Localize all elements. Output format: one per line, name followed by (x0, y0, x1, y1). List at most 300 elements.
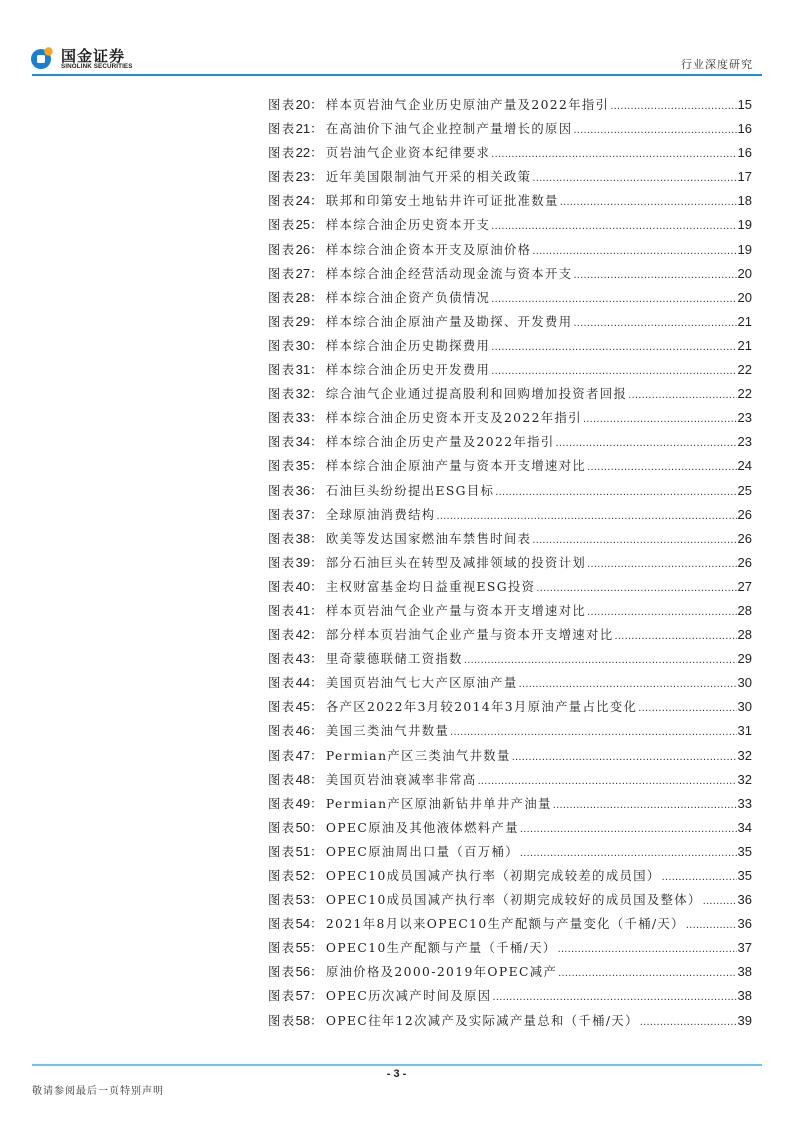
figure-prefix: 图表 (268, 507, 296, 522)
figure-prefix: 图表 (268, 531, 296, 546)
leader-dots (491, 365, 736, 377)
toc-entry-figure-40[interactable] (268, 577, 752, 601)
figure-number: 27 (295, 265, 311, 281)
figure-colon: ： (310, 122, 324, 137)
figure-label (268, 408, 324, 426)
toc-entry-figure-45[interactable] (268, 697, 752, 721)
figure-number: 45 (295, 699, 311, 715)
figure-colon: ： (310, 1013, 324, 1028)
figure-prefix: 图表 (268, 98, 296, 112)
figure-colon: ： (310, 98, 324, 112)
figure-colon: ： (310, 387, 324, 402)
figure-label (268, 312, 324, 330)
page-ref[interactable]: 30 (737, 699, 752, 715)
figure-number: 25 (295, 217, 311, 233)
page-header (0, 0, 793, 80)
figure-title[interactable]: 样本综合油企原油产量与资本开支增速对比 (325, 459, 587, 474)
figure-colon: ： (310, 772, 324, 787)
figure-colon: ： (310, 724, 324, 739)
page-ref[interactable]: 28 (737, 627, 752, 643)
figure-number: 48 (295, 771, 311, 787)
toc-entry-figure-51[interactable] (268, 842, 752, 866)
toc-entry-figure-36[interactable] (268, 481, 752, 505)
figure-prefix: 图表 (268, 218, 296, 233)
figure-label (268, 191, 324, 209)
page-number: - 3 - (386, 1068, 407, 1080)
figure-number: 22 (295, 145, 311, 161)
figure-colon: ： (310, 146, 324, 161)
leader-dots (556, 437, 737, 449)
figure-prefix: 图表 (268, 676, 296, 691)
figure-number: 38 (295, 530, 311, 546)
page-ref[interactable]: 34 (737, 819, 752, 835)
figure-prefix: 图表 (268, 772, 296, 787)
toc-entry-figure-22[interactable] (268, 143, 752, 167)
figure-number: 50 (295, 819, 311, 835)
leader-dots (491, 148, 736, 160)
page-ref[interactable]: 26 (737, 554, 752, 570)
figure-title[interactable]: 在高油价下油气企业控制产量增长的原因 (325, 122, 573, 137)
figure-title[interactable]: 样本综合油企经营活动现金流与资本开支 (325, 266, 573, 281)
figure-colon: ： (310, 628, 324, 643)
figure-label (268, 697, 324, 715)
page-ref[interactable]: 29 (737, 651, 752, 667)
figure-title[interactable]: 样本综合油企原油产量及勘探、开发费用 (325, 314, 573, 329)
figure-colon: ： (310, 459, 324, 474)
figure-label (268, 962, 324, 980)
toc-entry-figure-50[interactable] (268, 818, 752, 842)
toc-entry-figure-48[interactable] (268, 770, 752, 794)
toc-entry-figure-47[interactable] (268, 746, 752, 770)
figure-title[interactable]: 主权财富基金均日益重视ESG投资 (325, 579, 536, 594)
figure-label (268, 336, 324, 354)
figure-prefix: 图表 (268, 266, 296, 281)
figure-title[interactable]: 样本综合油企历史资本开支 (325, 218, 491, 233)
toc-entry-figure-46[interactable] (268, 721, 752, 745)
figure-label (268, 649, 324, 667)
leader-dots (519, 678, 737, 690)
toc-entry-figure-54[interactable] (268, 914, 752, 938)
figure-title[interactable]: 综合油气企业通过提高股利和回购增加投资者回报 (325, 387, 628, 402)
figure-number: 39 (295, 554, 311, 570)
figure-colon: ： (310, 844, 324, 859)
page-ref[interactable]: 24 (737, 458, 752, 474)
leader-dots (491, 341, 736, 353)
figure-colon: ： (310, 194, 324, 209)
figure-prefix: 图表 (268, 965, 296, 980)
toc-entry-figure-38[interactable] (268, 529, 752, 553)
figure-number: 52 (295, 868, 311, 883)
figure-label (268, 938, 324, 956)
leader-dots (583, 413, 737, 425)
figure-prefix: 图表 (268, 1013, 296, 1028)
figure-prefix: 图表 (268, 628, 296, 643)
figure-number: 26 (295, 241, 311, 257)
figure-title[interactable]: 样本页岩油气企业历史原油产量及2022年指引 (325, 98, 610, 112)
figure-prefix: 图表 (268, 314, 296, 329)
figure-colon: ： (310, 218, 324, 233)
figure-colon: ： (310, 603, 324, 618)
figure-number: 43 (295, 651, 311, 667)
leader-dots (532, 245, 736, 257)
leader-dots (493, 991, 737, 1003)
figure-colon: ： (310, 579, 324, 594)
toc-entry-figure-35[interactable] (268, 456, 752, 480)
page-ref[interactable]: 19 (737, 241, 752, 257)
leader-dots (640, 1016, 737, 1028)
figure-number: 37 (295, 506, 311, 522)
figure-prefix: 图表 (268, 917, 296, 932)
figure-colon: ： (310, 796, 324, 811)
leader-dots (638, 702, 736, 714)
figure-label (268, 167, 324, 185)
page-ref[interactable]: 38 (737, 988, 752, 1004)
figure-title[interactable]: 2021年8月以来OPEC10生产配额与产量变化（千桶/天） (325, 917, 685, 932)
toc-entry-figure-56[interactable] (268, 962, 752, 986)
page-ref[interactable]: 37 (737, 940, 752, 956)
page-ref[interactable]: 23 (737, 410, 752, 426)
leader-dots (491, 293, 736, 305)
figure-colon: ： (310, 820, 324, 835)
figure-label (268, 818, 324, 836)
figure-title[interactable]: 全球原油消费结构 (325, 507, 436, 522)
figure-title[interactable]: 欧美等发达国家燃油车禁售时间表 (325, 531, 532, 546)
figure-number: 21 (295, 121, 311, 137)
page-ref[interactable]: 36 (737, 892, 752, 908)
page-ref[interactable]: 19 (737, 217, 752, 233)
figure-label (268, 577, 324, 595)
figure-number: 29 (295, 313, 311, 329)
figure-colon: ： (310, 266, 324, 281)
page-ref[interactable]: 18 (737, 193, 752, 209)
figure-title[interactable]: 美国页岩油衰减率非常高 (325, 772, 477, 787)
leader-dots (587, 606, 736, 618)
figure-title[interactable]: 各产区2022年3月较2014年3月原油产量占比变化 (325, 700, 638, 715)
figure-number: 32 (295, 386, 311, 402)
figure-title[interactable]: 原油价格及2000-2019年OPEC减产 (325, 965, 558, 980)
toc-entry-figure-33[interactable] (268, 408, 752, 432)
leader-dots (610, 100, 736, 112)
figure-title[interactable]: Permian产区原油新钻井单井产油量 (325, 796, 552, 811)
figure-title[interactable]: OPEC往年12次减产及实际减产量总和（千桶/天） (325, 1013, 639, 1028)
figure-number: 44 (295, 675, 311, 691)
figure-number: 31 (295, 362, 311, 378)
figure-prefix: 图表 (268, 363, 296, 378)
figure-prefix: 图表 (268, 941, 296, 956)
leader-dots (628, 389, 736, 401)
figure-number: 30 (295, 337, 311, 353)
figure-label (268, 456, 324, 474)
leader-dots (491, 220, 736, 232)
figure-label (268, 264, 324, 282)
figure-title[interactable]: OPEC原油及其他液体燃料产量 (325, 820, 519, 835)
toc-entry-figure-30[interactable] (268, 336, 752, 360)
figure-title[interactable]: 样本综合油企历史产量及2022年指引 (325, 435, 555, 450)
figure-label (268, 866, 324, 884)
figure-prefix: 图表 (268, 893, 296, 908)
toc-entry-figure-55[interactable] (268, 938, 752, 962)
figure-title[interactable]: 里奇蒙德联储工资指数 (325, 652, 463, 667)
leader-dots (587, 461, 736, 473)
figure-colon: ： (310, 700, 324, 715)
page-ref[interactable]: 35 (737, 868, 752, 883)
figure-label (268, 721, 324, 739)
figure-number: 47 (295, 747, 311, 763)
figure-colon: ： (310, 989, 324, 1004)
figure-prefix: 图表 (268, 411, 296, 426)
figure-label (268, 240, 324, 258)
figure-prefix: 图表 (268, 242, 296, 257)
figure-prefix: 图表 (268, 435, 296, 450)
figure-label (268, 505, 324, 523)
logo-english-name: SINOLINK SECURITIES (61, 63, 133, 70)
page-ref[interactable]: 31 (737, 723, 752, 739)
toc-entry-figure-52[interactable] (268, 866, 752, 890)
leader-dots (558, 967, 736, 979)
figure-label (268, 601, 324, 619)
figure-colon: ： (310, 652, 324, 667)
toc-entry-figure-39[interactable] (268, 553, 752, 577)
page-ref[interactable]: 22 (737, 362, 752, 378)
figure-prefix: 图表 (268, 820, 296, 835)
page-ref[interactable]: 26 (737, 530, 752, 546)
page-ref[interactable]: 20 (737, 289, 752, 305)
page-ref[interactable]: 17 (737, 169, 752, 185)
figure-label (268, 95, 324, 113)
leader-dots (520, 847, 737, 859)
figure-label (268, 360, 324, 378)
toc-entry-figure-37[interactable] (268, 505, 752, 529)
figure-colon: ： (310, 748, 324, 763)
figure-prefix: 图表 (268, 700, 296, 715)
figure-number: 54 (295, 916, 311, 932)
figure-number: 20 (295, 97, 311, 112)
figure-colon: ： (310, 338, 324, 353)
figure-colon: ： (310, 435, 324, 450)
figure-prefix: 图表 (268, 290, 296, 305)
figure-colon: ： (310, 941, 324, 956)
toc-entry-figure-43[interactable] (268, 649, 752, 673)
leader-dots (686, 919, 737, 931)
figure-title[interactable]: 样本页岩油气企业产量与资本开支增速对比 (325, 603, 587, 618)
figure-number: 36 (295, 482, 311, 498)
figure-prefix: 图表 (268, 579, 296, 594)
page-ref[interactable]: 30 (737, 675, 752, 691)
toc-entry-figure-53[interactable] (268, 890, 752, 914)
figure-label (268, 288, 324, 306)
company-logo (30, 46, 160, 74)
figure-title[interactable]: 石油巨头纷纷提出ESG目标 (325, 483, 495, 498)
figure-colon: ： (310, 363, 324, 378)
toc-entry-figure-41[interactable] (268, 601, 752, 625)
figure-prefix: 图表 (268, 170, 296, 185)
page-ref[interactable]: 39 (737, 1012, 752, 1028)
figure-number: 40 (295, 578, 311, 594)
figure-number: 24 (295, 193, 311, 209)
leader-dots (478, 775, 737, 787)
figure-title[interactable]: OPEC10成员国减产执行率（初期完成较好的成员国及整体） (325, 893, 702, 908)
figure-prefix: 图表 (268, 459, 296, 474)
figure-number: 57 (295, 988, 311, 1004)
page-ref[interactable]: 16 (737, 121, 752, 137)
page-ref[interactable]: 20 (737, 265, 752, 281)
figure-prefix: 图表 (268, 555, 296, 570)
page-ref[interactable]: 21 (737, 313, 752, 329)
figure-number: 23 (295, 169, 311, 185)
figure-label (268, 673, 324, 691)
figure-number: 41 (295, 602, 311, 618)
leader-dots (573, 269, 736, 281)
figure-colon: ： (310, 893, 324, 908)
figure-prefix: 图表 (268, 338, 296, 353)
leader-dots (587, 558, 736, 570)
page-ref[interactable]: 15 (737, 97, 752, 112)
figure-label (268, 746, 324, 764)
figure-title[interactable]: 部分样本页岩油气企业产量与资本开支增速对比 (325, 628, 614, 643)
figure-label (268, 143, 324, 161)
leader-dots (495, 486, 736, 498)
figure-index-list (268, 95, 752, 1035)
figure-title[interactable]: OPEC原油周出口量（百万桶） (325, 844, 519, 859)
toc-entry-figure-23[interactable] (268, 167, 752, 191)
page-ref[interactable]: 33 (737, 795, 752, 811)
page-ref[interactable]: 38 (737, 964, 752, 980)
figure-title[interactable]: 样本综合油企历史勘探费用 (325, 338, 491, 353)
page-ref[interactable]: 35 (737, 843, 752, 859)
toc-entry-figure-31[interactable] (268, 360, 752, 384)
figure-label (268, 842, 324, 860)
toc-entry-figure-28[interactable] (268, 288, 752, 312)
figure-colon: ： (310, 676, 324, 691)
figure-label (268, 432, 324, 450)
leader-dots (536, 582, 736, 594)
leader-dots (560, 196, 737, 208)
leader-dots (703, 895, 737, 907)
toc-entry-figure-58[interactable] (268, 1011, 752, 1035)
figure-colon: ： (310, 507, 324, 522)
toc-entry-figure-42[interactable] (268, 625, 752, 649)
disclaimer-text: 敬请参阅最后一页特别声明 (32, 1086, 164, 1097)
page-ref[interactable]: 32 (737, 771, 752, 787)
figure-label (268, 794, 324, 812)
toc-entry-figure-20[interactable] (268, 95, 752, 119)
leader-dots (573, 124, 736, 136)
figure-number: 58 (295, 1012, 311, 1028)
figure-prefix: 图表 (268, 483, 296, 498)
figure-title[interactable]: 页岩油气企业资本纪律要求 (325, 146, 491, 161)
figure-title[interactable]: 样本综合油企资本开支及原油价格 (325, 242, 532, 257)
figure-label (268, 770, 324, 788)
page-ref[interactable]: 28 (737, 602, 752, 618)
page-ref[interactable]: 22 (737, 386, 752, 402)
figure-title[interactable]: OPEC10成员国减产执行率（初期完成较差的成员国） (325, 869, 661, 883)
figure-title[interactable]: 样本综合油企历史开发费用 (325, 363, 491, 378)
figure-prefix: 图表 (268, 146, 296, 161)
toc-entry-figure-26[interactable] (268, 240, 752, 264)
figure-colon: ： (310, 411, 324, 426)
figure-number: 28 (295, 289, 311, 305)
figure-prefix: 图表 (268, 387, 296, 402)
figure-colon: ： (310, 965, 324, 980)
figure-title[interactable]: 美国页岩油气七大产区原油产量 (325, 676, 518, 691)
toc-entry-figure-57[interactable] (268, 986, 752, 1010)
figure-colon: ： (310, 314, 324, 329)
figure-colon: ： (310, 483, 324, 498)
toc-entry-figure-21[interactable] (268, 119, 752, 143)
figure-prefix: 图表 (268, 989, 296, 1004)
figure-label (268, 625, 324, 643)
page-ref[interactable]: 32 (737, 747, 752, 763)
figure-number: 33 (295, 410, 311, 426)
figure-label (268, 890, 324, 908)
toc-entry-figure-34[interactable] (268, 432, 752, 456)
header-divider (32, 74, 762, 76)
page-ref[interactable]: 27 (737, 578, 752, 594)
figure-label (268, 1011, 324, 1029)
page-ref[interactable]: 26 (737, 506, 752, 522)
figure-label (268, 914, 324, 932)
page-ref[interactable]: 23 (737, 434, 752, 450)
figure-title[interactable]: OPEC10生产配额与产量（千桶/天） (325, 941, 557, 956)
figure-prefix: 图表 (268, 844, 296, 859)
page-ref[interactable]: 21 (737, 337, 752, 353)
figure-label (268, 215, 324, 233)
figure-title[interactable]: 联邦和印第安土地钻井许可证批准数量 (325, 194, 559, 209)
figure-title[interactable]: 部分石油巨头在转型及减排领域的投资计划 (325, 555, 587, 570)
toc-entry-figure-25[interactable] (268, 215, 752, 239)
figure-prefix: 图表 (268, 748, 296, 763)
figure-title[interactable]: 样本综合油企资产负债情况 (325, 290, 491, 305)
figure-number: 34 (295, 434, 311, 450)
figure-title[interactable]: 近年美国限制油气开采的相关政策 (325, 170, 532, 185)
leader-dots (553, 799, 737, 811)
figure-colon: ： (310, 242, 324, 257)
figure-number: 46 (295, 723, 311, 739)
figure-prefix: 图表 (268, 194, 296, 209)
figure-title[interactable]: 样本综合油企历史资本开支及2022年指引 (325, 411, 582, 426)
figure-number: 35 (295, 458, 311, 474)
toc-entry-figure-32[interactable] (268, 384, 752, 408)
figure-label (268, 384, 324, 402)
leader-dots (512, 751, 737, 763)
figure-prefix: 图表 (268, 724, 296, 739)
figure-title[interactable]: Permian产区三类油气井数量 (325, 748, 511, 763)
figure-colon: ： (310, 170, 324, 185)
figure-colon: ： (310, 917, 324, 932)
figure-title[interactable]: OPEC历次减产时间及原因 (325, 989, 492, 1004)
figure-prefix: 图表 (268, 603, 296, 618)
page-ref[interactable]: 16 (737, 145, 752, 161)
page-ref[interactable]: 36 (737, 916, 752, 932)
figure-number: 53 (295, 892, 311, 908)
toc-entry-figure-29[interactable] (268, 312, 752, 336)
leader-dots (532, 172, 736, 184)
leader-dots (573, 317, 736, 329)
figure-colon: ： (310, 531, 324, 546)
toc-entry-figure-44[interactable] (268, 673, 752, 697)
figure-colon: ： (310, 555, 324, 570)
toc-entry-figure-49[interactable] (268, 794, 752, 818)
figure-number: 51 (295, 843, 311, 859)
figure-prefix: 图表 (268, 796, 296, 811)
page-ref[interactable]: 25 (737, 482, 752, 498)
leader-dots (615, 630, 737, 642)
logo-chinese-name: 国金证券 (61, 47, 126, 65)
toc-entry-figure-24[interactable] (268, 191, 752, 215)
figure-title[interactable]: 美国三类油气井数量 (325, 724, 450, 739)
figure-label (268, 119, 324, 137)
toc-entry-figure-27[interactable] (268, 264, 752, 288)
